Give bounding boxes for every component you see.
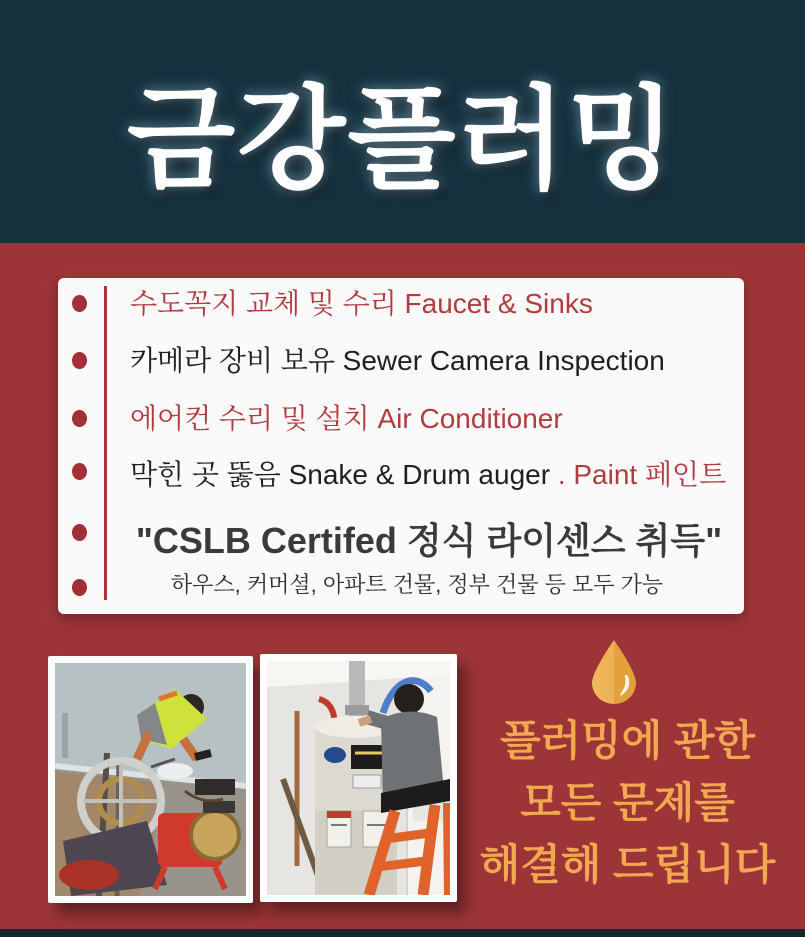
water-drop-icon [588,638,640,709]
certification-title: "CSLB Certifed 정식 라이센스 취득" [135,520,723,561]
vertical-divider [104,286,107,600]
service-item-snake-paint [130,457,727,493]
bullet-dot [72,410,87,427]
service-item-aircon: 에어컨 수리 및 설치 Air Conditioner [130,403,563,434]
photo-drain-cleaning-image [55,663,246,896]
service-item-camera: 카메라 장비 보유 Sewer Camera Inspection [130,345,665,376]
slogan-line-1: 플러밍에 관한 [499,717,756,764]
services-card [58,278,744,614]
slogan [455,710,800,896]
photo-water-heater [260,654,457,902]
certification-note: 하우스, 커머셜, 아파트 건물, 정부 건물 등 모두 가능 [170,572,664,597]
slogan-line-2: 모든 문제를 [520,779,735,826]
header-banner [0,0,805,243]
footer-strip [0,929,805,937]
bullet-dot [72,463,87,480]
bullet-dot [72,579,87,596]
service-item-faucet: 수도꼭지 교체 및 수리 Faucet & Sinks [130,288,593,319]
bullet-dot [72,524,87,541]
slogan-line-3: 해결해 드립니다 [479,841,776,888]
service-item-paint-text: . Paint 페인트 [550,459,727,490]
service-item-snake-text: 막힌 곳 뚫음 Snake & Drum auger [130,459,551,490]
bullet-dot [72,352,87,369]
photo-water-heater-image [267,661,450,895]
bullet-dot [72,295,87,312]
photo-drain-cleaning [48,656,253,903]
company-title: 금강플러밍 [127,79,678,203]
